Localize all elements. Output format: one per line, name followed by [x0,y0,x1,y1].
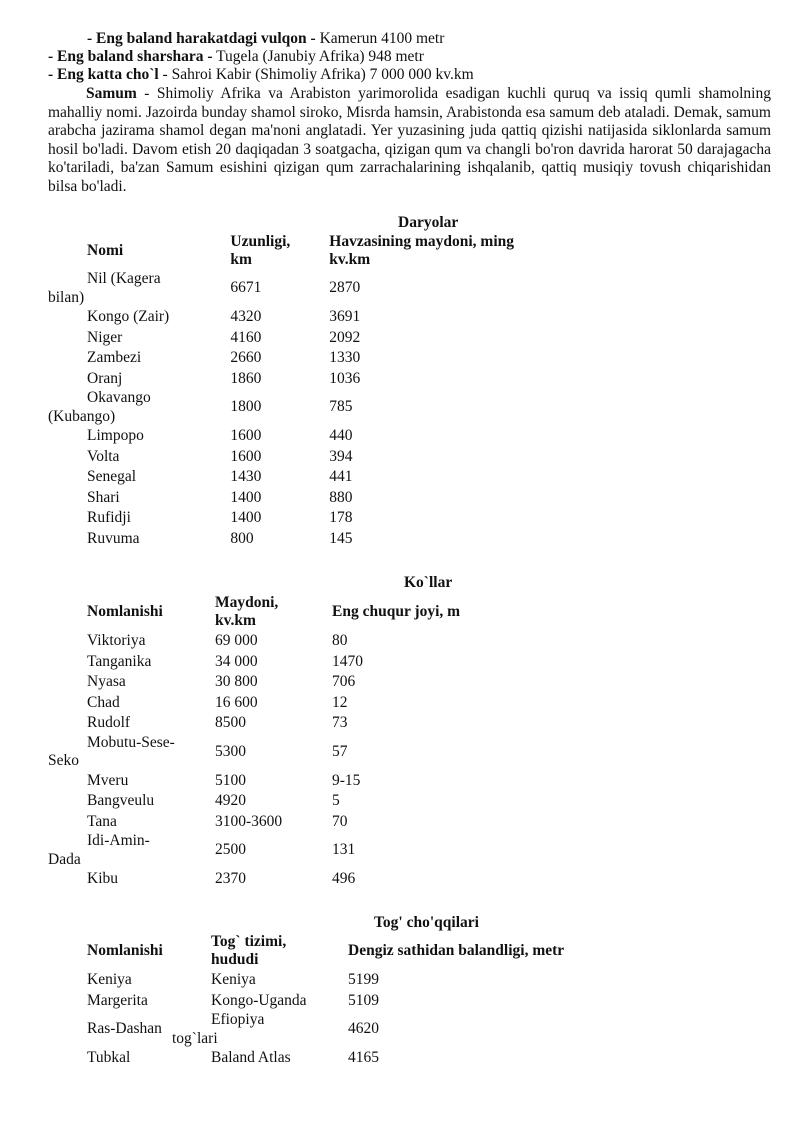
table-row [48,508,548,529]
header-length: Uzunligi, km [230,232,291,268]
samum-text: - Shimoliy Afrika va Arabiston yarimorolida esadigan kuchli quruq va issiq qumli shamolning mahalliy nomi. Jazoirda bunday shamol siroko, Misrda hamsin, Arabistonda esa samum deb ataladi. Demak, samum arabcha jazirama shamol degan ma'noni anglatadi. Yer yuzasining juda qattiq qizishi natijasida siklonlarda samum hosil bo'ladi. Davom etish 20 daqiqadan 3 soatgacha, qizigan qum va changli bo'ron davrida harorat 50 darajagacha ko'tariladi, ba'zan Samum esishini qizigan qum zarrachalarining ishqalanib, qattiq musiqiy tovush chiqarishidan bilsa bo'ladi. [48,85,771,195]
fact-value: Kamerun 4100 metr [315,30,445,47]
table-row [48,467,548,488]
cell-value-2: 1470 [332,652,363,670]
cell-value-1: Keniya [211,971,256,988]
peaks-title: Tog' cho'qqilari [374,914,479,931]
cell-value-2: 785 [329,398,353,416]
cell-value-2: 80 [332,632,348,649]
cell-value-1: 1860 [230,369,262,387]
table-row [48,488,548,509]
cell-value-1: 30 800 [215,673,258,690]
cell-name: Ras-Dashan [87,1020,162,1038]
cell-name: Rufidji [87,509,131,526]
cell-value-1: 1600 [230,427,262,444]
table-row [48,307,548,328]
cell-value-2: 9-15 [332,771,361,789]
cell-name: Kongo (Zair) [87,308,170,325]
cell-value-2: 57 [332,742,348,760]
cell-name: Limpopo [87,427,144,444]
table-row [48,652,548,673]
cell-name: Margerita [87,991,148,1009]
fact-waterfall [48,48,424,66]
cell-value-1: 800 [230,529,254,547]
cell-value-1: 4320 [230,308,262,325]
header-depth: Eng chuqur joyi, m [332,602,461,620]
header-area: Maydoni, kv.km [215,593,279,629]
cell-value-1: 1600 [230,447,262,465]
table-row [48,869,548,890]
rivers-table [48,232,548,549]
cell-name: Keniya [87,971,132,988]
cell-value-1: 1400 [230,488,262,506]
cell-value-2: 4620 [348,1020,379,1038]
cell-value-1: 1800 [230,398,262,416]
cell-name: Chad [87,693,120,711]
cell-name: Bangveulu [87,792,155,809]
table-row [48,693,548,714]
table-row [48,1011,568,1048]
cell-value-1: 2370 [215,870,246,887]
cell-value-2: 4165 [348,1049,379,1066]
cell-value-2: 70 [332,812,348,830]
cell-name: Tubkal [87,1049,131,1066]
table-row [48,672,548,693]
table-row [48,270,548,307]
table-row [48,426,548,447]
samum-term: Samum [86,85,137,102]
cell-value-2: 1330 [329,349,361,366]
cell-value-1: 34 000 [215,652,258,670]
peaks-header-row [48,932,568,970]
cell-value-1: 16 600 [215,693,258,711]
table-row [48,328,548,349]
cell-name: Nyasa [87,673,126,690]
cell-value-1: Kongo-Uganda [211,991,307,1009]
header-name: Nomlanishi [87,941,163,959]
cell-value-1: Baland Atlas [211,1049,291,1066]
cell-value-2: 5199 [348,971,379,988]
table-row [48,447,548,468]
cell-value-2: 1036 [329,369,361,387]
cell-name: Tanganika [87,652,152,670]
cell-name: Kibu [87,870,118,887]
header-basin: Havzasining maydoni, ming kv.km [329,232,515,268]
table-row [48,631,548,652]
cell-name: Volta [87,447,120,465]
lakes-header-row [48,593,548,631]
table-row [48,970,568,991]
cell-name: Niger [87,328,123,346]
cell-value-2: 178 [329,509,353,526]
table-row [48,389,548,426]
cell-value-2: 5 [332,792,340,809]
cell-name: Mveru [87,771,129,789]
cell-name: Shari [87,488,120,506]
cell-name: Idi-Amin-Dada [48,832,150,868]
cell-value-2: 73 [332,714,348,731]
table-row [48,791,548,812]
fact-label: - Eng katta cho`l [48,66,159,83]
lakes-table [48,593,548,890]
rivers-title: Daryolar [398,214,459,231]
cell-value-2: 131 [332,841,356,859]
header-height: Dengiz sathidan balandligi, metr [348,941,565,959]
lakes-title: Ko`llar [404,574,453,591]
cell-name: Zambezi [87,349,142,366]
table-row [48,713,548,734]
cell-value-1: 69 000 [215,632,258,649]
cell-name: Nil (Kagera bilan) [48,270,161,306]
cell-value-2: 880 [329,488,353,506]
cell-value-2: 12 [332,693,348,711]
cell-value-1: Efiopiya tog`lari [172,1011,265,1047]
cell-name: Viktoriya [87,632,146,649]
cell-value-1: 5100 [215,771,246,789]
cell-value-2: 5109 [348,991,379,1009]
cell-value-1: 4160 [230,328,262,346]
fact-volcano [87,30,444,48]
cell-name: Ruvuma [87,529,140,547]
cell-name: Senegal [87,468,137,485]
table-row [48,734,548,771]
header-name: Nomlanishi [87,602,163,620]
cell-value-1: 6671 [230,279,262,297]
cell-name: Rudolf [87,714,131,731]
table-row [48,529,548,550]
table-row [48,771,548,792]
cell-value-1: 1430 [230,468,262,485]
cell-value-1: 2660 [230,349,262,366]
table-row [48,812,548,833]
cell-name: Tana [87,812,117,830]
cell-value-2: 706 [332,673,356,690]
header-range: Tog` tizimi, hududi [211,932,287,968]
cell-value-2: 496 [332,870,356,887]
cell-value-2: 145 [329,529,353,547]
fact-label: - Eng baland harakatdagi vulqon - [87,30,316,47]
cell-name: Oranj [87,369,123,387]
cell-name: Okavango (Kubango) [48,389,151,425]
cell-value-2: 2870 [329,279,361,297]
table-row [48,348,548,369]
table-row [48,369,548,390]
cell-value-1: 8500 [215,714,246,731]
samum-paragraph [48,85,771,196]
cell-value-2: 441 [329,468,353,485]
table-row [48,991,568,1012]
cell-value-1: 2500 [215,841,246,859]
cell-value-2: 440 [329,427,353,444]
rivers-header-row [48,232,548,270]
header-name: Nomi [87,241,124,259]
cell-value-2: 2092 [329,328,361,346]
table-row [48,1048,568,1069]
cell-name: Mobutu-Sese-Seko [48,733,175,769]
peaks-table [48,932,568,1069]
cell-value-1: 3100-3600 [215,812,283,830]
cell-value-1: 5300 [215,742,246,760]
fact-value: Tugela (Janubiy Afrika) 948 metr [212,48,424,65]
cell-value-2: 3691 [329,308,361,325]
fact-value: - Sahroi Kabir (Shimoliy Afrika) 7 000 000 kv.km [158,66,474,83]
cell-value-1: 4920 [215,792,246,809]
fact-desert [48,66,474,84]
cell-value-2: 394 [329,447,353,465]
fact-label: - Eng baland sharshara - [48,48,213,65]
cell-value-1: 1400 [230,509,262,526]
table-row [48,832,548,869]
